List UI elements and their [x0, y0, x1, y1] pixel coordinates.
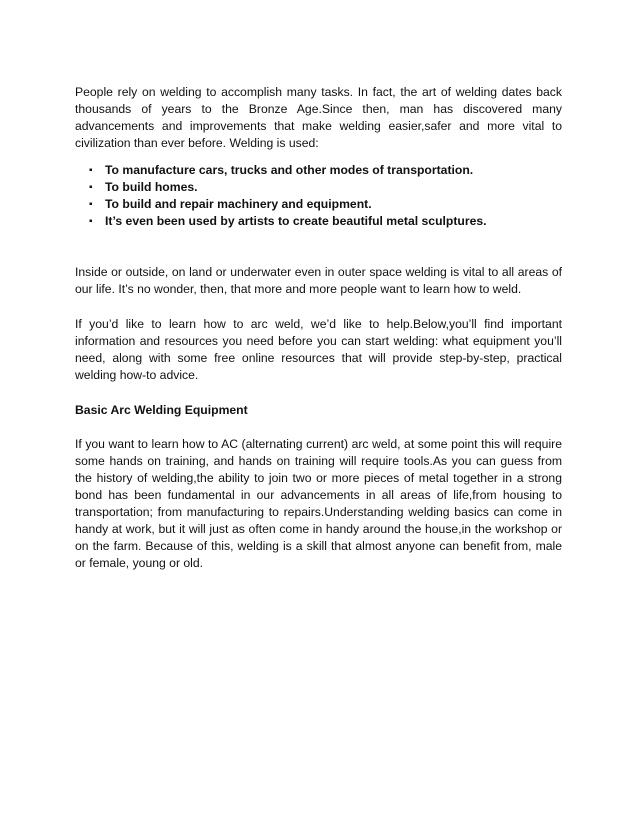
- list-item-text: To build and repair machinery and equipment.: [105, 197, 372, 211]
- square-bullet-icon: ▪: [89, 199, 93, 210]
- list-item-text: To build homes.: [105, 180, 198, 194]
- list-item: [75, 162, 562, 179]
- list-item-text: To manufacture cars, trucks and other modes of transportation.: [105, 163, 474, 177]
- list-item: [75, 213, 562, 230]
- help-paragraph: If you’d like to learn how to arc weld, we’d like to help.Below,you’ll find important information and resources you need before you can start welding: what equipment you’ll need, along with some free online resources that will provide step-by-step, practical welding how-to advice.: [75, 317, 562, 382]
- document-page: [75, 84, 562, 590]
- equipment-paragraph: If you want to learn how to AC (alternating current) arc weld, at some point this will require some hands on training, and hands on training will require tools.As you can guess from the history of welding,the ability to join two or more pieces of metal together in a strong bond has been fundamental in our advancements in all areas of life,from housing to transportation; from manufacturing to repairs.Understanding welding basics can come in handy at work, but it will just as often come in handy around the house,in the workshop or on the farm. Because of this, welding is a skill that almost anyone can benefit from, male or female, young or old.: [75, 437, 562, 570]
- intro-paragraph: People rely on welding to accomplish many tasks. In fact, the art of welding dates back thousands of years to the Bronze Age.Since then, man has discovered many advancements and improvements that make welding easier,safer and more vital to civilization than ever before. Welding is used:: [75, 85, 562, 150]
- square-bullet-icon: ▪: [89, 182, 93, 193]
- list-item: [75, 179, 562, 196]
- list-item: [75, 196, 562, 213]
- inside-outside-paragraph: Inside or outside, on land or underwater even in outer space welding is vital to all areas of our life. It’s no wonder, then, that more and more people want to learn how to weld.: [75, 265, 562, 296]
- welding-uses-list: [75, 162, 562, 230]
- square-bullet-icon: ▪: [89, 165, 93, 176]
- list-item-text: It’s even been used by artists to create beautiful metal sculptures.: [105, 214, 487, 228]
- section-heading: Basic Arc Welding Equipment: [75, 403, 248, 417]
- square-bullet-icon: ▪: [89, 216, 93, 227]
